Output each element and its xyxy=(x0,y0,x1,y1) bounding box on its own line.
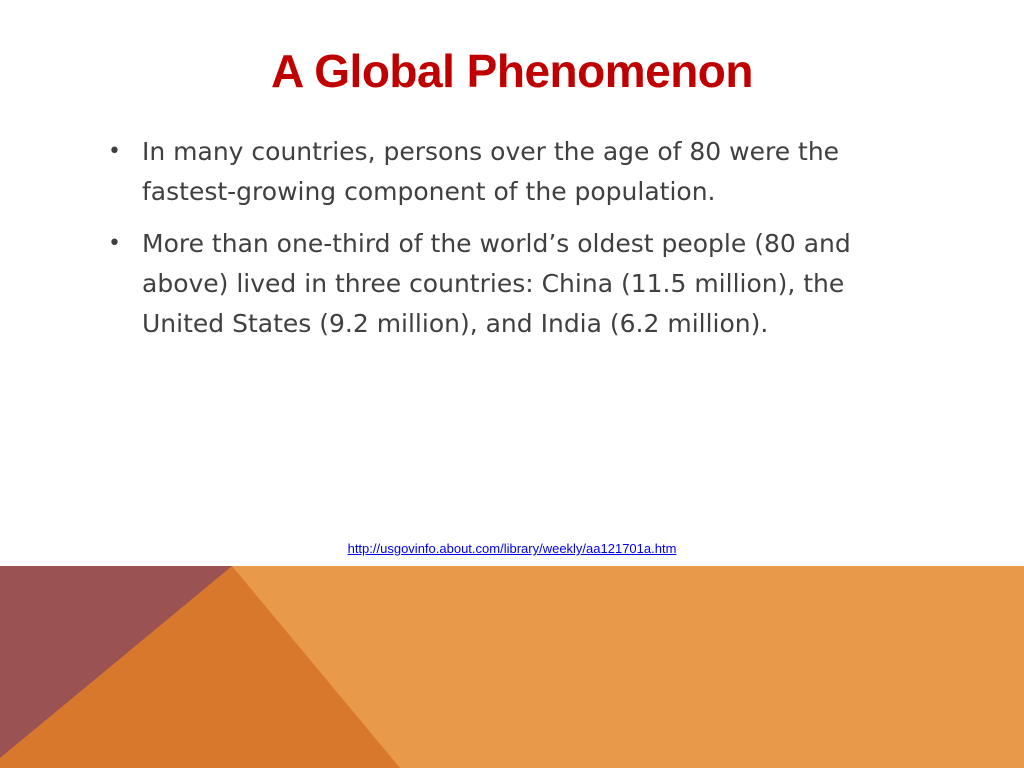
bullet-list xyxy=(108,132,928,356)
bullet-text: In many countries, persons over the age of 80 were the fastest-growing component of the population. xyxy=(142,137,840,206)
band-maroon-triangle xyxy=(0,566,232,758)
bullet-marker: • xyxy=(108,139,121,164)
slide-title: A Global Phenomenon xyxy=(270,45,754,97)
bullet-item xyxy=(108,132,928,212)
bullet-text: More than one-third of the world’s oldest people (80 and above) lived in three countries: China (11.5 million), the United States (9.2 million), and India (6.2 million). xyxy=(142,229,851,338)
bullet-marker: • xyxy=(108,231,121,256)
band-dark-orange-triangle xyxy=(0,566,400,768)
source-link[interactable]: http://usgovinfo.about.com/library/weekly/aa121701a.htm xyxy=(347,541,677,556)
bullet-item xyxy=(108,224,928,344)
band-light-orange xyxy=(0,566,1024,768)
